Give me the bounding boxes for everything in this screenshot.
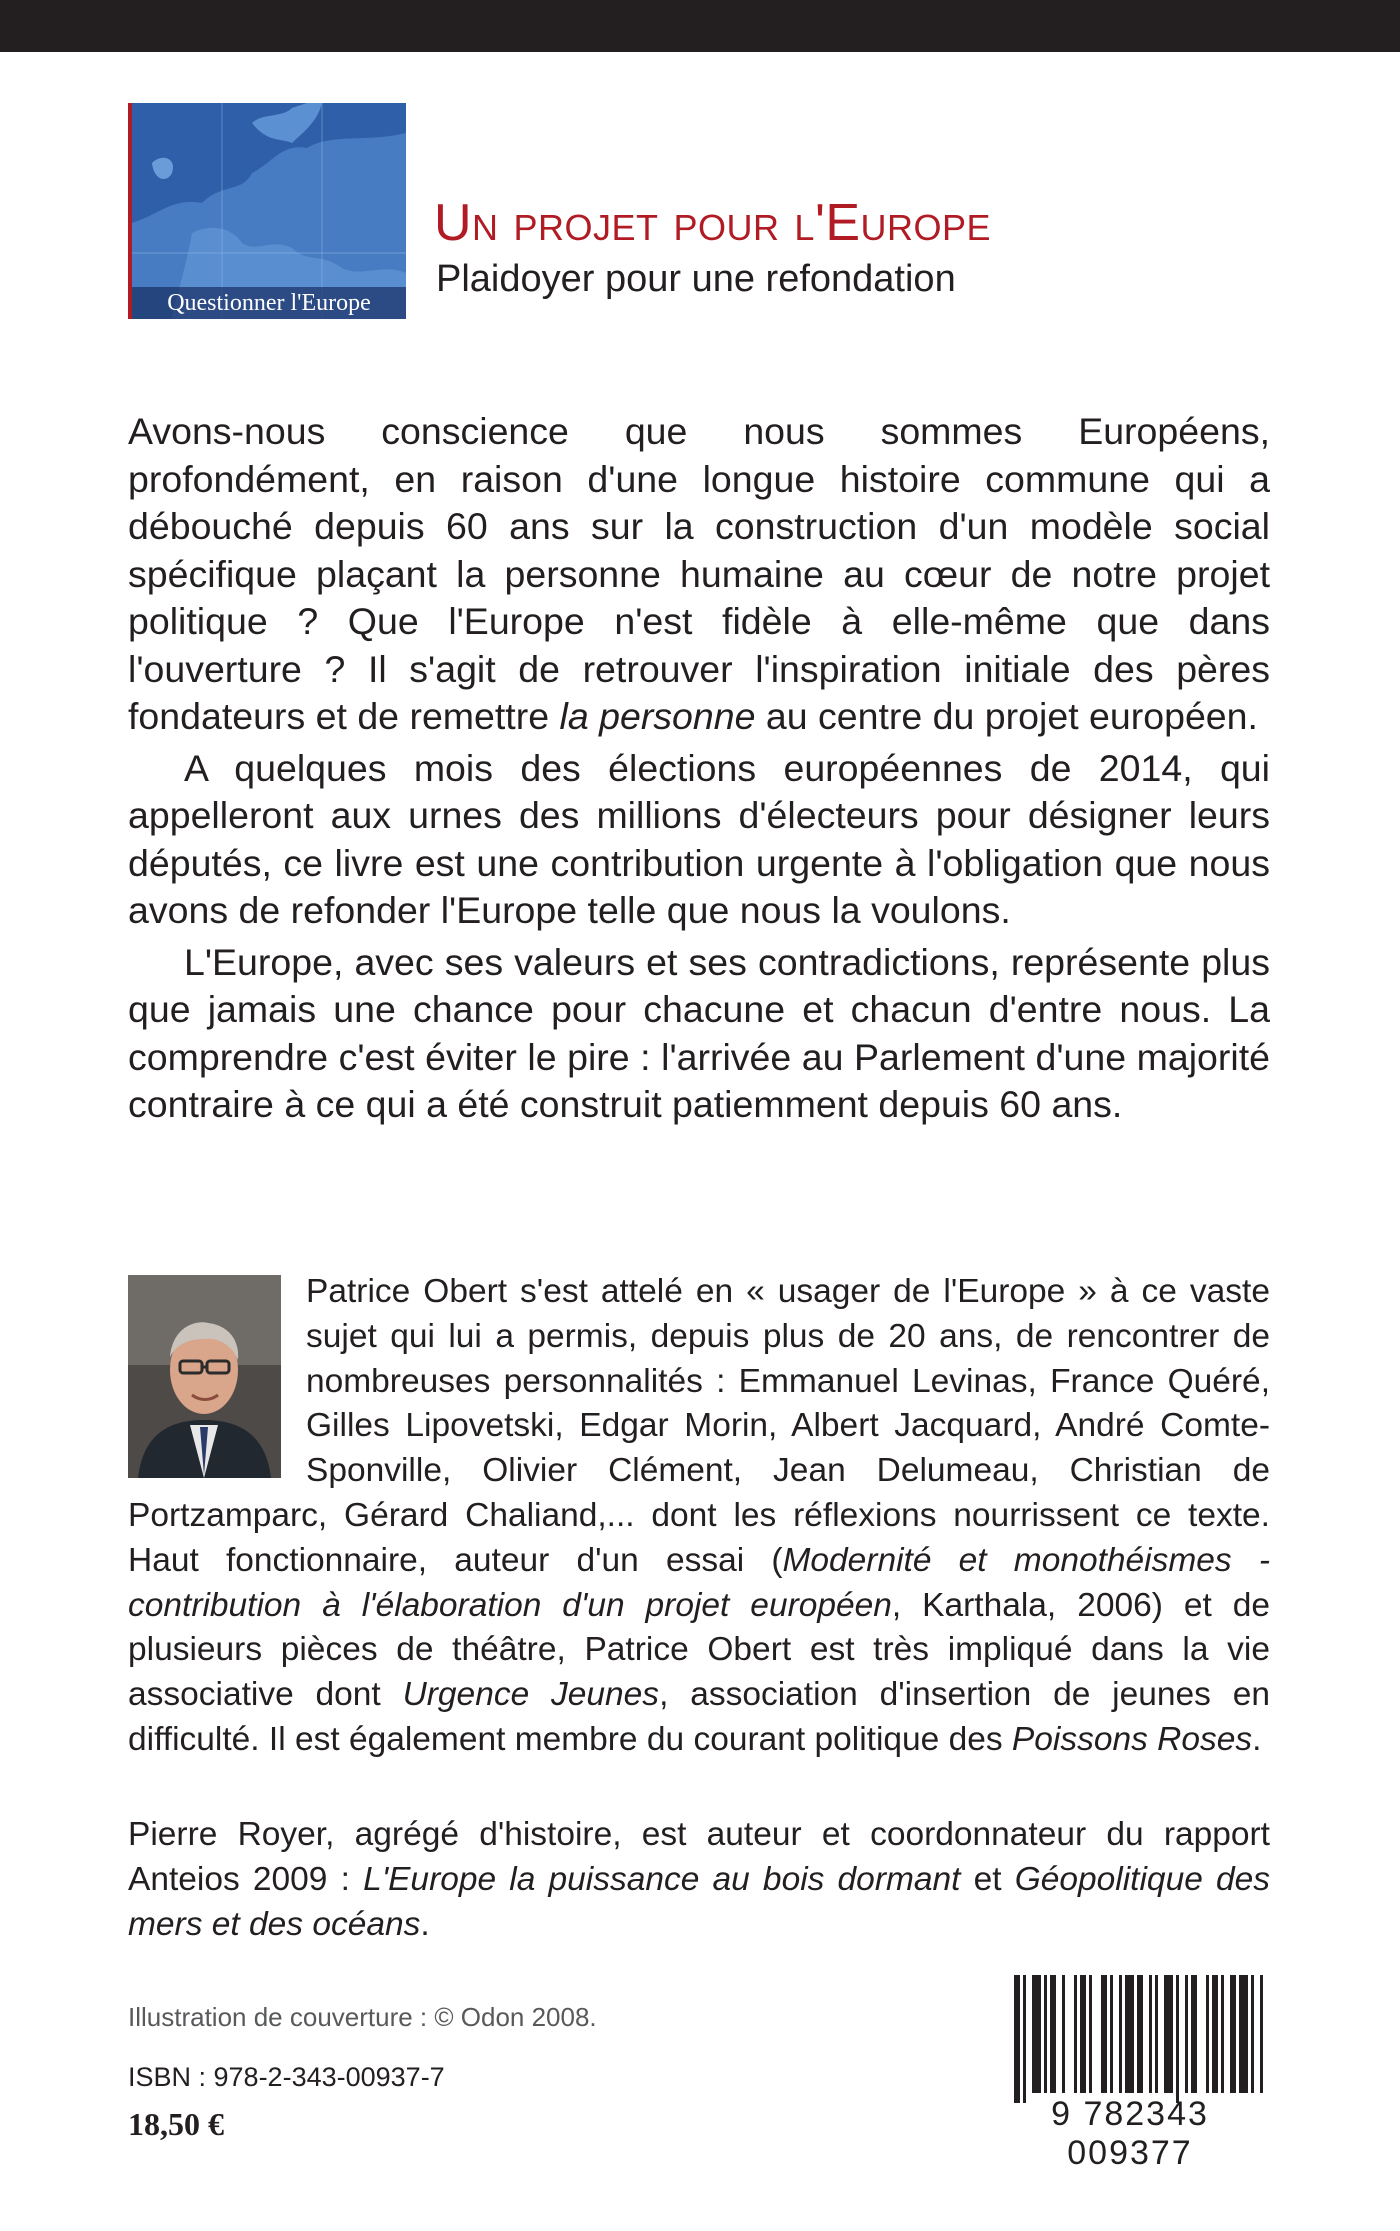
author-name: Patrice Obert — [306, 1273, 508, 1310]
coauthor-bio: Pierre Royer, agrégé d'histoire, est auteur et coordonnateur du rapport Anteios 2009 : L'Europe la puissance au bois dormant et Géopolitique des mers et des océans. — [128, 1816, 1271, 1943]
cover-illustration-credit: Illustration de couverture : © Odon 2008. — [128, 2002, 597, 2032]
series-label: Questionner l'Europe — [132, 287, 406, 319]
top-black-band — [0, 0, 1400, 52]
author-bio: Patrice Obert s'est attelé en « usager de l'Europe » à ce vaste sujet qui lui a permis, depuis plus de 20 ans, de rencontrer de nombreuses personnalités : Emmanuel Levinas, France Quéré, Gilles Lipovetski, Edgar Morin, Albert Jacquard, André Comte-Sponville, Olivier Clément, Jean Delumeau, Christian de Portzamparc, Gérard Chaliand,... dont les réflexions nourrissent ce texte. Haut fonctionnaire, auteur d'un essai (Modernité et monothéismes - contribution à l'élaboration d'un projet européen, Karthala, 2006) et de plusieurs pièces de théâtre, Patrice Obert est très impliqué dans la vie associative dont Urgence Jeunes, association d'insertion de jeunes en difficulté. Il est également membre du courant politique des Poissons Roses. — [128, 1273, 1270, 1758]
price: 18,50 € — [128, 2106, 224, 2142]
summary-paragraph-3: L'Europe, avec ses valeurs et ses contradictions, représente plus que jamais une chance pour chacune et chacun d'entre nous. La comprendre c'est éviter le pire : l'arrivée au Parlement d'une majorité contraire à ce qui a été construit patiemment depuis 60 ans. — [128, 940, 1270, 1125]
book-subtitle: Plaidoyer pour une refondation — [436, 258, 956, 300]
summary-paragraph-1: Avons-nous conscience que nous sommes Européens, profondément, en raison d'une longue histoire commune qui a débouché depuis 60 ans sur la construction d'un modèle social spécifique plaçant la personne humaine au cœur de notre projet politique ? Que l'Europe n'est fidèle à elle-même que dans l'ouverture ? Il s'agit de retrouver l'inspiration initiale des pères fondateurs et de remettre la personne au centre du projet européen. — [128, 410, 1270, 737]
isbn: ISBN : 978-2-343-00937-7 — [128, 2062, 445, 2092]
summary-paragraph-2: A quelques mois des élections européennes de 2014, qui appelleront aux urnes des millions d'électeurs pour désigner leurs députés, ce livre est une contribution urgente à l'obligation que nous avons de refonder l'Europe telle que nous la voulons. — [128, 746, 1270, 931]
summary-text — [128, 408, 1270, 1129]
coauthor-name: Pierre Royer — [128, 1816, 326, 1853]
series-logo — [128, 103, 406, 319]
book-title: Un projet pour l'Europe — [434, 194, 992, 252]
barcode-digits: 9 782343 009377 — [1051, 2095, 1209, 2172]
